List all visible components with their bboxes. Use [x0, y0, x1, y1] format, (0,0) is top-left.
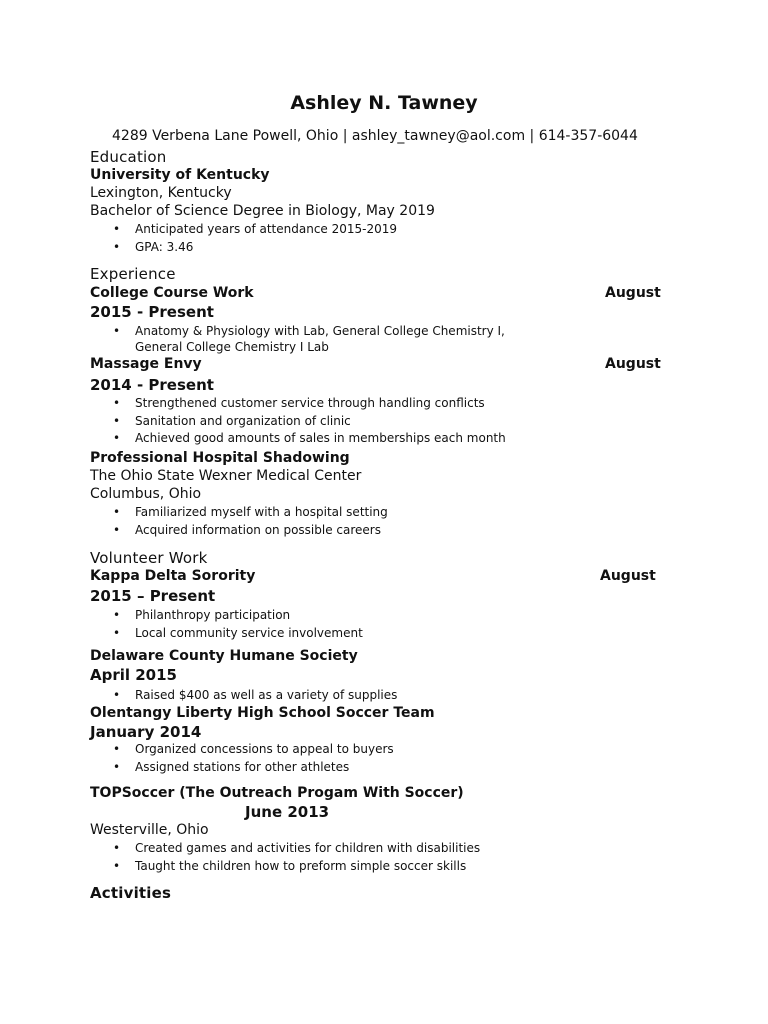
list-item: • Local community service involvement	[113, 625, 363, 643]
volunteer-bullets	[113, 741, 394, 776]
list-item: • Organized concessions to appeal to buyers	[113, 741, 394, 759]
resume-name: Ashley N. Tawney	[290, 92, 478, 114]
experience-location: Columbus, Ohio	[90, 486, 202, 502]
list-item: • Raised $400 as well as a variety of supplies	[113, 687, 397, 705]
volunteer-bullets	[113, 840, 480, 875]
volunteer-bullets	[113, 687, 397, 705]
volunteer-date: April 2015	[90, 666, 177, 684]
contact-line: 4289 Verbena Lane Powell, Ohio | ashley_tawney@aol.com | 614-357-6044	[112, 128, 638, 144]
experience-title: Massage Envy	[90, 356, 202, 372]
experience-heading: Experience	[90, 265, 176, 283]
list-item: • GPA: 3.46	[113, 239, 397, 257]
volunteer-month: August	[600, 568, 656, 584]
list-item: • Strengthened customer service through handling conflicts	[113, 395, 506, 413]
education-bullets	[113, 221, 397, 256]
list-item: • Anatomy & Physiology with Lab, General College Chemistry I, General College Chemistry I Lab	[113, 323, 535, 355]
list-item: • Assigned stations for other athletes	[113, 759, 394, 777]
list-item: • Philanthropy participation	[113, 607, 363, 625]
experience-month: August	[605, 285, 661, 301]
volunteer-date: June 2013	[245, 803, 330, 821]
experience-org: The Ohio State Wexner Medical Center	[90, 468, 362, 484]
experience-title: College Course Work	[90, 285, 254, 301]
education-heading: Education	[90, 148, 167, 166]
volunteer-title: Olentangy Liberty High School Soccer Team	[90, 705, 435, 721]
list-item: • Achieved good amounts of sales in memberships each month	[113, 430, 506, 448]
volunteer-location: Westerville, Ohio	[90, 822, 209, 838]
volunteer-bullets	[113, 607, 363, 642]
volunteer-range: 2015 – Present	[90, 587, 216, 605]
volunteer-date: January 2014	[90, 723, 202, 741]
volunteer-title: TOPSoccer (The Outreach Progam With Soccer)	[90, 785, 464, 801]
list-item: • Acquired information on possible careers	[113, 522, 388, 540]
experience-bullets	[113, 323, 535, 355]
experience-bullets	[113, 395, 506, 448]
volunteer-heading: Volunteer Work	[90, 549, 208, 567]
volunteer-title: Kappa Delta Sorority	[90, 568, 256, 584]
experience-bullets	[113, 504, 388, 539]
activities-heading: Activities	[90, 884, 172, 902]
volunteer-title: Delaware County Humane Society	[90, 648, 358, 664]
education-degree: Bachelor of Science Degree in Biology, May 2019	[90, 203, 435, 219]
education-location: Lexington, Kentucky	[90, 185, 232, 201]
list-item: • Anticipated years of attendance 2015-2019	[113, 221, 397, 239]
experience-range: 2015 - Present	[90, 303, 214, 321]
list-item: • Taught the children how to preform simple soccer skills	[113, 858, 480, 876]
experience-title: Professional Hospital Shadowing	[90, 450, 350, 466]
list-item: • Familiarized myself with a hospital setting	[113, 504, 388, 522]
experience-month: August	[605, 356, 661, 372]
list-item: • Created games and activities for children with disabilities	[113, 840, 480, 858]
experience-range: 2014 - Present	[90, 376, 214, 394]
list-item: • Sanitation and organization of clinic	[113, 413, 506, 431]
education-school: University of Kentucky	[90, 167, 270, 183]
